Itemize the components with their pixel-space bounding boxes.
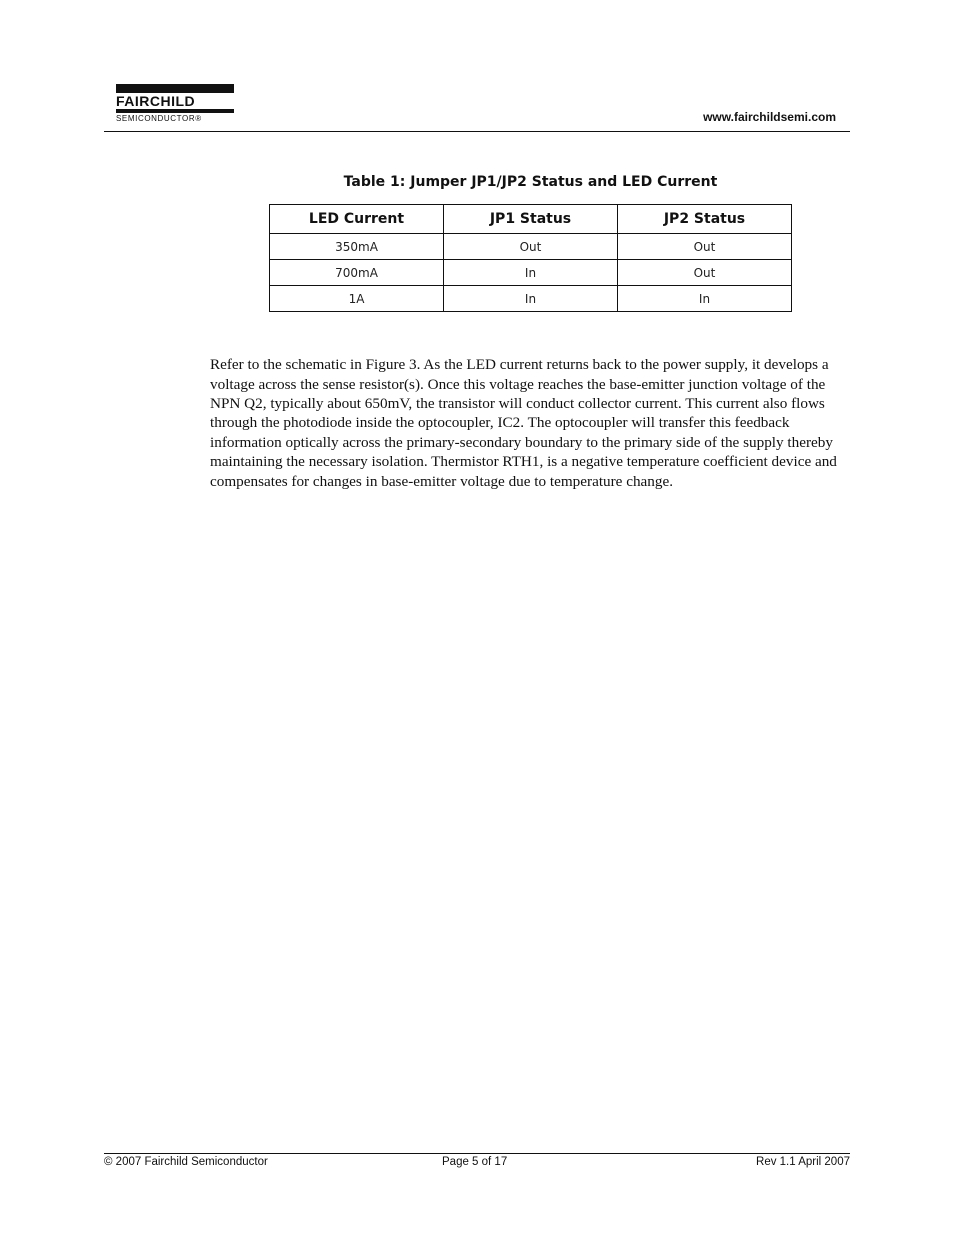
logo-wordmark: FAIRCHILD (116, 93, 196, 109)
table-row (270, 260, 792, 286)
logo-subtitle: SEMICONDUCTOR® (116, 114, 202, 123)
logo-bar-top (116, 84, 234, 93)
table-cell: 350mA (270, 234, 444, 260)
table-header-row (270, 205, 792, 234)
footer-revision: Rev 1.1 April 2007 (756, 1156, 850, 1168)
table-cell: In (444, 286, 618, 312)
table-cell: 1A (270, 286, 444, 312)
table-cell: 700mA (270, 260, 444, 286)
header-divider (104, 131, 850, 132)
column-header-led-current: LED Current (270, 205, 444, 234)
footer-copyright: © 2007 Fairchild Semiconductor (104, 1156, 268, 1168)
jumper-status-table (269, 204, 792, 312)
fairchild-logo (104, 84, 238, 128)
table-cell: Out (444, 234, 618, 260)
footer-divider (104, 1153, 850, 1154)
column-header-jp2-status: JP2 Status (618, 205, 792, 234)
table-cell: Out (618, 260, 792, 286)
footer-page-number: Page 5 of 17 (442, 1156, 508, 1168)
table-row (270, 286, 792, 312)
table-row (270, 234, 792, 260)
table-caption: Table 1: Jumper JP1/JP2 Status and LED Current (343, 174, 718, 190)
table-cell: In (618, 286, 792, 312)
website-url: www.fairchildsemi.com (703, 110, 836, 124)
table-cell: Out (618, 234, 792, 260)
column-header-jp1-status: JP1 Status (444, 205, 618, 234)
body-paragraph: Refer to the schematic in Figure 3. As the LED current returns back to the power supply, it develops a voltage across the sense resistor(s). Once this voltage reaches the base-emitter junction voltage of the NPN Q2, typically about 650mV, the transistor will conduct collector current. This current also flows through the photodiode inside the optocoupler, IC2. The optocoupler will transfer this feedback information optically across the primary-secondary boundary to the primary side of the supply thereby maintaining the necessary isolation. Thermistor RTH1, is a negative temperature coefficient device and compensates for changes in base-emitter voltage due to temperature change. (210, 356, 837, 490)
table-cell: In (444, 260, 618, 286)
